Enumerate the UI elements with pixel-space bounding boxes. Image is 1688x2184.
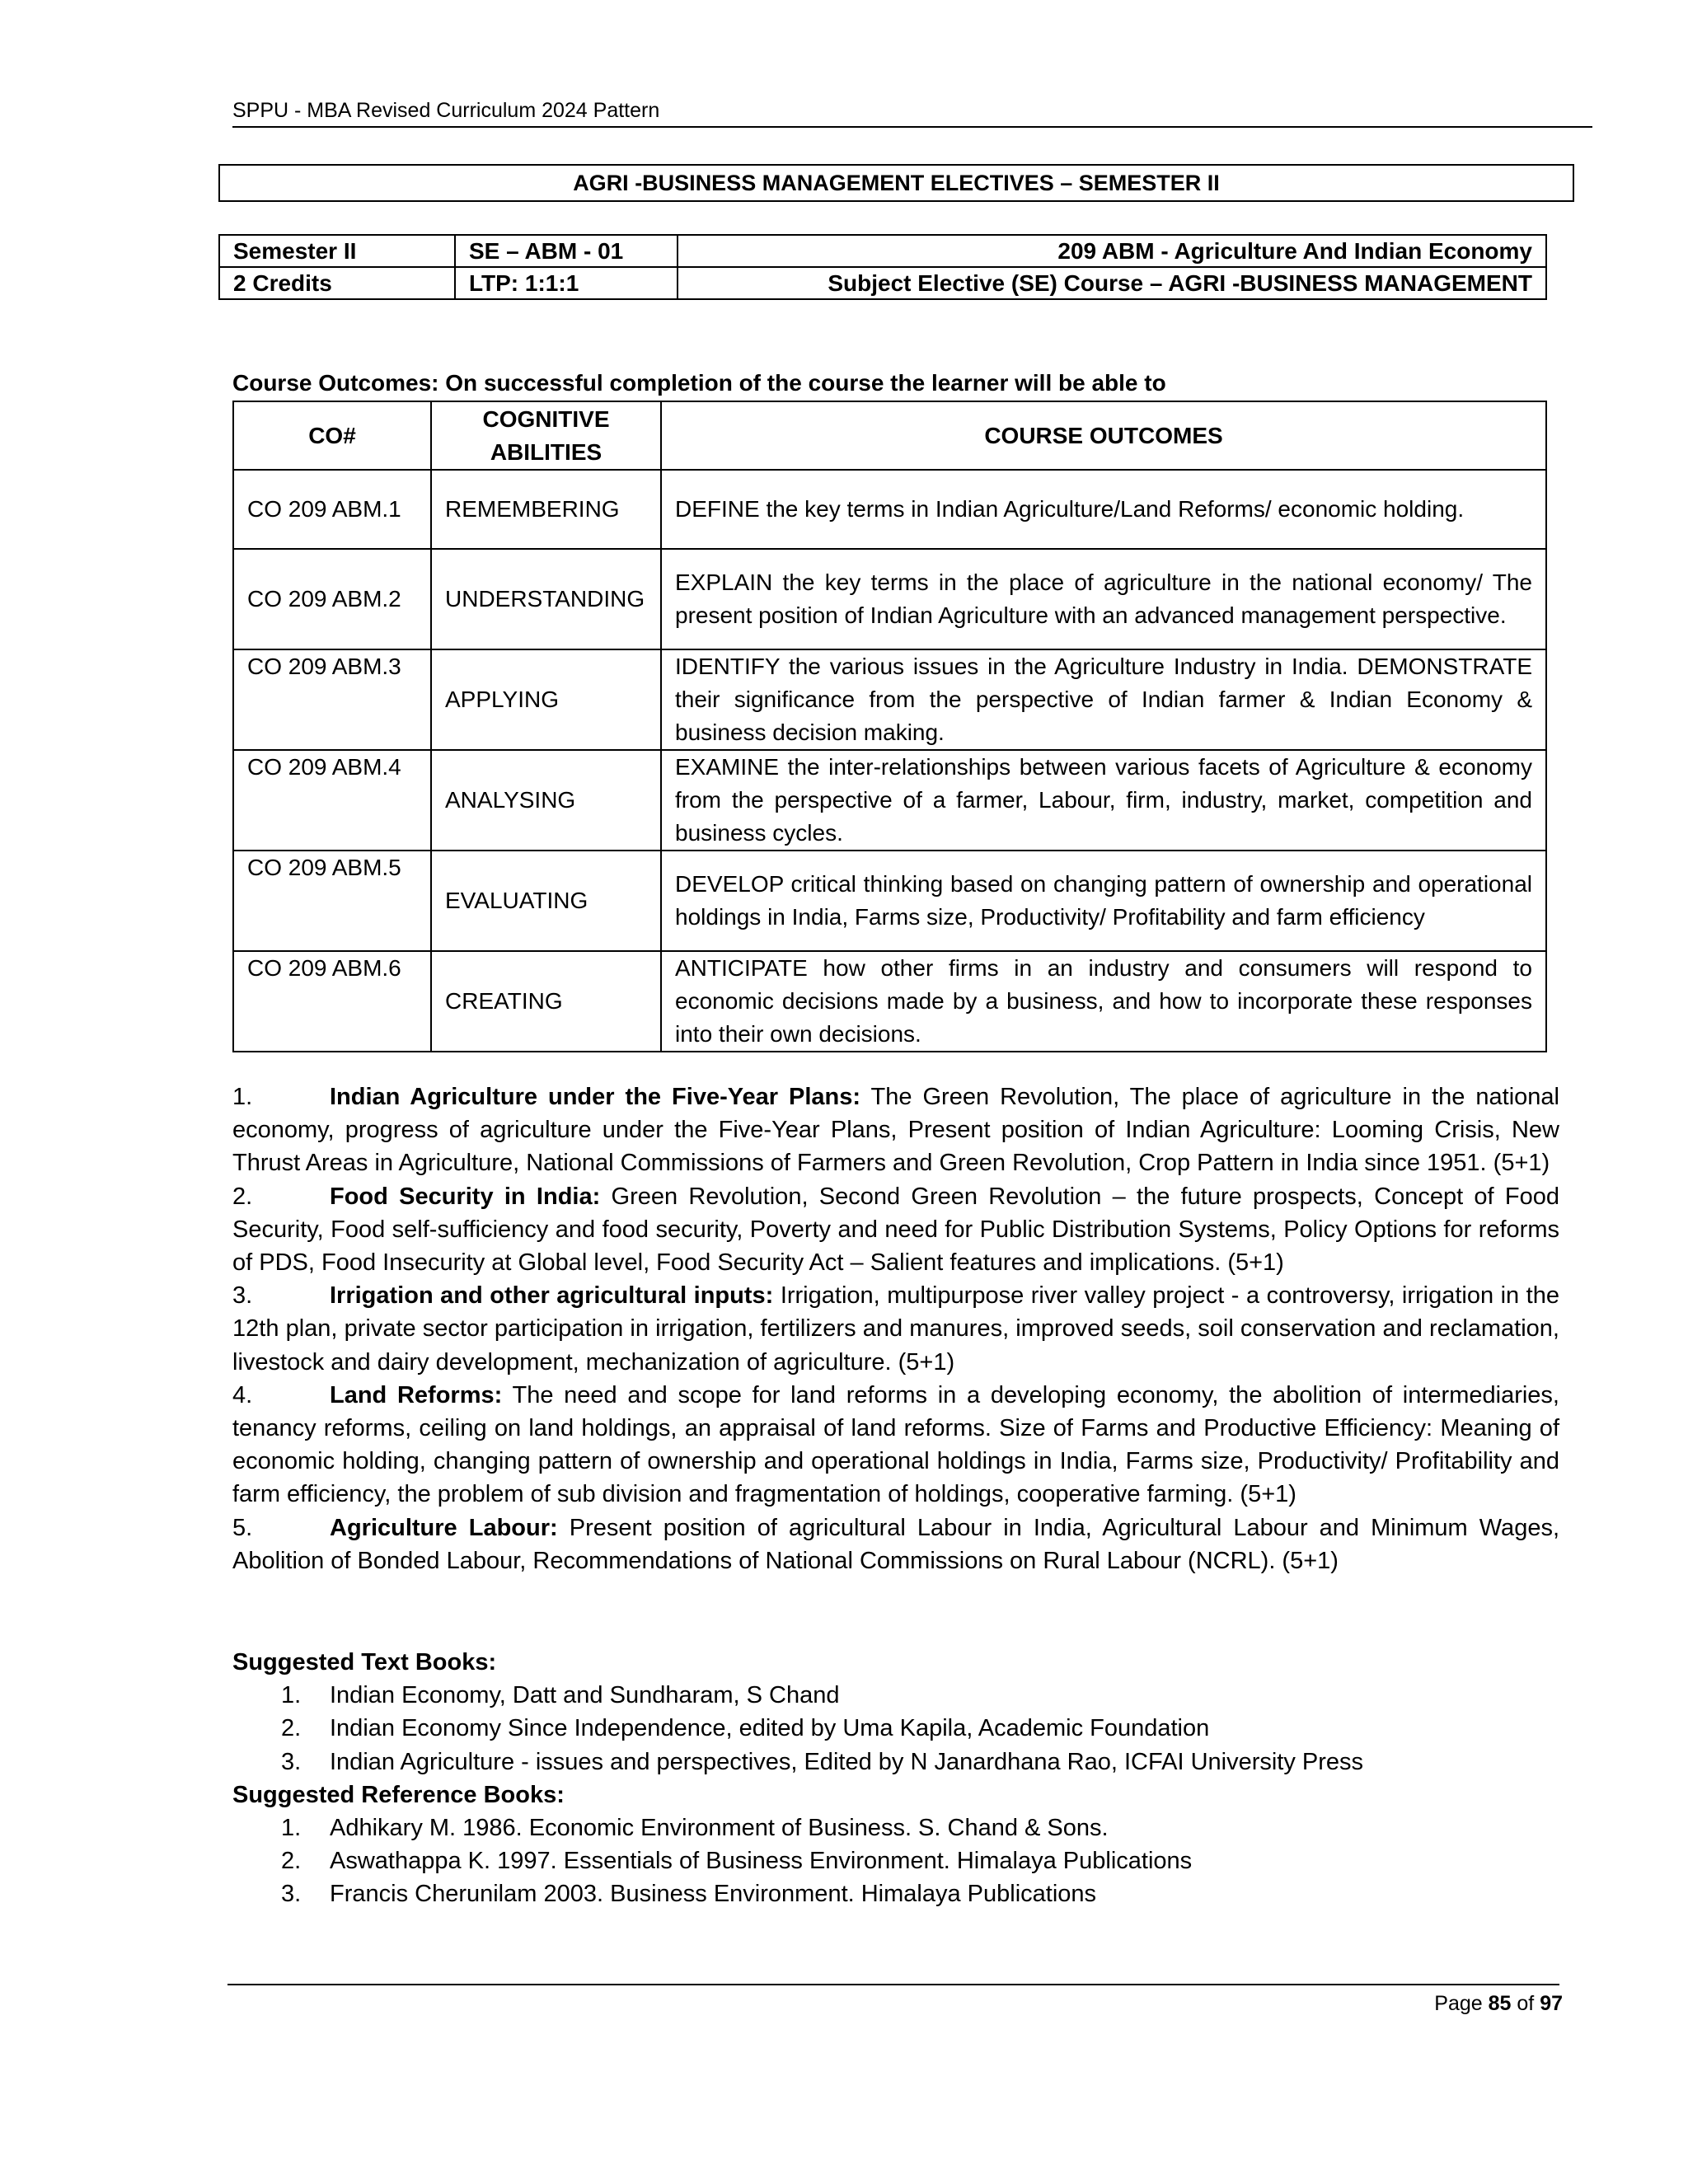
- cognitive-ability: REMEMBERING: [431, 470, 661, 549]
- course-info-table: [218, 234, 1547, 300]
- cognitive-ability: ANALYSING: [431, 750, 661, 851]
- syllabus-unit: [232, 1379, 1559, 1511]
- unit-text: The Green Revolution, The place of agriculture in the national economy, progress of agriculture under the Five-Year Plans, Present position of Indian Agriculture: Looming Crisis, New Thrust Areas in Agriculture, National Commissions of Farmers and Green Revolution, Crop Pattern in India since 1951. (5+1): [232, 1084, 1559, 1177]
- unit-title: Irrigation and other agricultural inputs:: [330, 1282, 774, 1310]
- cognitive-column-header: [431, 401, 661, 470]
- list-number: 1.: [281, 1682, 302, 1709]
- unit-title: Land Reforms:: [330, 1381, 503, 1408]
- course-name-cell: 209 ABM - Agriculture And Indian Economy: [678, 235, 1546, 267]
- running-header: SPPU - MBA Revised Curriculum 2024 Pattern: [232, 99, 660, 122]
- outcome-row: [233, 549, 1546, 649]
- of-word: of: [1511, 1992, 1540, 2015]
- co-code: CO 209 ABM.2: [233, 549, 431, 649]
- course-info-row: [219, 267, 1546, 299]
- book-title: Francis Cherunilam 2003. Business Environment. Himalaya Publications: [330, 1881, 1097, 1908]
- cognitive-ability: APPLYING: [431, 649, 661, 750]
- list-number: 3.: [281, 1881, 302, 1908]
- page-word: Page: [1434, 1992, 1489, 2015]
- outcome-row: [233, 649, 1546, 750]
- co-code: CO 209 ABM.1: [233, 470, 431, 549]
- list-number: 3.: [281, 1748, 302, 1775]
- text-book-item: [232, 1712, 1559, 1745]
- course-type-cell: Subject Elective (SE) Course – AGRI -BUSINESS MANAGEMENT: [678, 267, 1546, 299]
- outcome-text: EXPLAIN the key terms in the place of agriculture in the national economy/ The present position of Indian Agriculture with an advanced management perspective.: [661, 549, 1546, 649]
- unit-title: Food Security in India:: [330, 1183, 601, 1210]
- course-outcomes-table: [232, 401, 1547, 1052]
- unit-number: 4.: [232, 1381, 253, 1408]
- footer-divider: [227, 1984, 1559, 1985]
- unit-number: 5.: [232, 1514, 253, 1541]
- unit-number: 1.: [232, 1084, 253, 1110]
- cognitive-ability: EVALUATING: [431, 851, 661, 951]
- book-title: Aswathappa K. 1997. Essentials of Business Environment. Himalaya Publications: [330, 1848, 1193, 1875]
- book-title: Indian Economy, Datt and Sundharam, S Chand: [330, 1682, 840, 1709]
- book-title: Indian Economy Since Independence, edited by Uma Kapila, Academic Foundation: [330, 1715, 1210, 1742]
- unit-text: The need and scope for land reforms in a developing economy, the abolition of intermediaries, tenancy reforms, ceiling on land holdings, an appraisal of land reforms. Size of Farms and Productive Efficiency: Meaning of economic holding, changing pattern of ownership and operational holdings in India, Farms size, Productivity/ Profitability and farm efficiency, the problem of sub division and fragmentation of holdings, cooperative farming. (5+1): [232, 1381, 1559, 1508]
- credits-cell: 2 Credits: [219, 267, 455, 299]
- ltp-cell: LTP: 1:1:1: [455, 267, 678, 299]
- text-book-item: [232, 1746, 1559, 1779]
- list-number: 2.: [281, 1848, 302, 1875]
- co-code: CO 209 ABM.3: [233, 649, 431, 750]
- outcome-row: [233, 470, 1546, 549]
- co-code: CO 209 ABM.6: [233, 951, 431, 1052]
- text-book-item: [232, 1679, 1559, 1712]
- course-info-row: [219, 235, 1546, 267]
- outcome-row: [233, 750, 1546, 851]
- book-lists: [232, 1646, 1559, 1911]
- unit-text: Irrigation, multipurpose river valley project - a controversy, irrigation in the 12th plan, private sector participation in irrigation, fertilizers and manures, improved seeds, soil conservation and reclamation, livestock and dairy development, mechanization of agriculture. (5+1): [232, 1282, 1559, 1376]
- outcome-text: EXAMINE the inter-relationships between various facets of Agriculture & economy from the perspective of a farmer, Labour, firm, industry, market, competition and business cycles.: [661, 750, 1546, 851]
- total-pages: 97: [1540, 1992, 1563, 2015]
- cognitive-ability: UNDERSTANDING: [431, 549, 661, 649]
- course-outcomes-heading: Course Outcomes: On successful completion of the course the learner will be able to: [232, 370, 1166, 396]
- syllabus-unit: [232, 1279, 1559, 1379]
- outcome-row: [233, 951, 1546, 1052]
- list-number: 2.: [281, 1715, 302, 1742]
- syllabus-unit: [232, 1080, 1559, 1180]
- reference-book-item: [232, 1811, 1559, 1844]
- reference-book-item: [232, 1844, 1559, 1877]
- unit-text: Green Revolution, Second Green Revolution – the future prospects, Concept of Food Security, Food self-sufficiency and food security, Poverty and need for Public Distribution Systems, Policy Options for reforms of PDS, Food Insecurity at Global level, Food Security Act – Salient features and implications. (5+1): [232, 1183, 1559, 1277]
- header-divider: [232, 126, 1592, 128]
- syllabus-unit: [232, 1511, 1559, 1577]
- cognitive-ability: CREATING: [431, 951, 661, 1052]
- cognitive-header-line2: ABILITIES: [490, 438, 603, 465]
- book-title: Indian Agriculture - issues and perspectives, Edited by N Janardhana Rao, ICFAI University Press: [330, 1748, 1364, 1775]
- syllabus-unit: [232, 1180, 1559, 1280]
- book-title: Adhikary M. 1986. Economic Environment of Business. S. Chand & Sons.: [330, 1815, 1109, 1842]
- syllabus-units: [232, 1080, 1559, 1577]
- list-number: 1.: [281, 1815, 302, 1842]
- current-page: 85: [1488, 1992, 1512, 2015]
- page-number: [1434, 1992, 1563, 2016]
- unit-number: 2.: [232, 1183, 253, 1210]
- outcome-row: [233, 851, 1546, 951]
- course-code-cell: SE – ABM - 01: [455, 235, 678, 267]
- outcome-text: ANTICIPATE how other firms in an industry and consumers will respond to economic decisions made by a business, and how to incorporate these responses into their own decisions.: [661, 951, 1546, 1052]
- outcomes-header-row: [233, 401, 1546, 470]
- text-books-heading: Suggested Text Books:: [232, 1649, 497, 1675]
- co-column-header: CO#: [233, 401, 431, 470]
- cognitive-header-line1: COGNITIVE: [482, 405, 610, 432]
- unit-text: Present position of agricultural Labour in India, Agricultural Labour and Minimum Wages, Abolition of Bonded Labour, Recommendations of National Commissions on Rural Labour (NCRL). (5+1): [232, 1514, 1560, 1574]
- section-title: AGRI -BUSINESS MANAGEMENT ELECTIVES – SEMESTER II: [218, 164, 1574, 202]
- unit-title: Indian Agriculture under the Five-Year Plans:: [330, 1084, 861, 1110]
- outcome-text: IDENTIFY the various issues in the Agriculture Industry in India. DEMONSTRATE their significance from the perspective of Indian farmer & Indian Economy & business decision making.: [661, 649, 1546, 750]
- outcome-text: DEVELOP critical thinking based on changing pattern of ownership and operational holdings in India, Farms size, Productivity/ Profitability and farm efficiency: [661, 851, 1546, 951]
- semester-cell: Semester II: [219, 235, 455, 267]
- outcome-column-header: COURSE OUTCOMES: [661, 401, 1546, 470]
- reference-book-item: [232, 1877, 1559, 1910]
- reference-books-heading: Suggested Reference Books:: [232, 1781, 565, 1808]
- co-code: CO 209 ABM.5: [233, 851, 431, 951]
- co-code: CO 209 ABM.4: [233, 750, 431, 851]
- unit-title: Agriculture Labour:: [330, 1514, 558, 1541]
- outcome-text: DEFINE the key terms in Indian Agriculture/Land Reforms/ economic holding.: [661, 470, 1546, 549]
- unit-number: 3.: [232, 1282, 253, 1310]
